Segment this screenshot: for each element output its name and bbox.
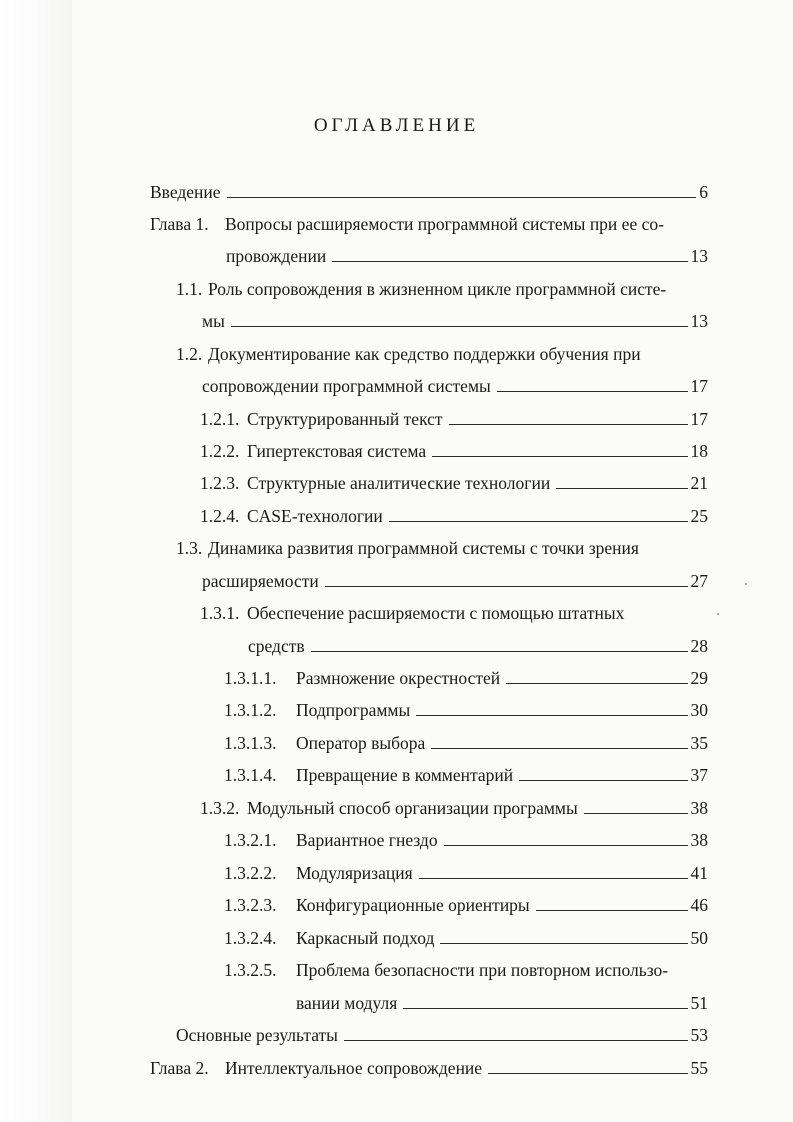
toc-entry-1-3-2-4[interactable] bbox=[224, 916, 708, 948]
toc-number: 1.3.2. bbox=[200, 798, 240, 818]
toc-number: 1.3.2.1. bbox=[224, 830, 277, 850]
toc-title: Проблема безопасности при повторном использо- bbox=[296, 960, 669, 980]
toc-title: Превращение в комментарий bbox=[296, 765, 514, 785]
toc-title: Конфигурационные ориентиры bbox=[296, 895, 530, 915]
toc-leader bbox=[325, 586, 688, 587]
toc-number: 1.3.2.4. bbox=[224, 928, 277, 948]
toc-number: 1.2.3. bbox=[200, 473, 240, 493]
toc-title: Введение bbox=[150, 182, 221, 202]
page-title: ОГЛАВЛЕНИЕ bbox=[313, 115, 480, 136]
toc-entry-ch2[interactable] bbox=[150, 1046, 708, 1078]
toc-title: Структурированный текст bbox=[247, 409, 443, 429]
toc-leader bbox=[419, 878, 688, 879]
toc-title: CASE-технологии bbox=[247, 506, 383, 526]
toc-number: Глава 1. bbox=[150, 214, 209, 234]
toc-leader bbox=[536, 910, 688, 911]
toc-title: Вариантное гнездо bbox=[296, 830, 438, 850]
toc-number: 1.2.1. bbox=[200, 409, 240, 429]
toc-number: 1.3.1.2. bbox=[224, 700, 277, 720]
toc-entry-1-3-1-1[interactable] bbox=[224, 656, 708, 688]
toc-leader bbox=[431, 748, 687, 749]
toc-entry-results[interactable] bbox=[176, 1013, 708, 1045]
toc-page-number: 21 bbox=[690, 473, 708, 493]
toc-page-number: 29 bbox=[690, 668, 708, 688]
toc-page-number: 30 bbox=[690, 700, 708, 720]
toc-page-number: 41 bbox=[690, 863, 708, 883]
toc-entry-1-3-1-cont[interactable] bbox=[248, 624, 708, 656]
toc-leader bbox=[227, 197, 697, 198]
toc-entry-1-3-2-3[interactable] bbox=[224, 883, 708, 915]
toc-entry-1-2[interactable] bbox=[176, 332, 708, 364]
toc-entry-1-3-2-5[interactable] bbox=[224, 948, 708, 980]
toc-title: Основные результаты bbox=[176, 1025, 338, 1045]
toc-entry-1-3-2-5-cont[interactable] bbox=[296, 981, 708, 1013]
toc-title: Каркасный подход bbox=[296, 928, 435, 948]
toc-leader bbox=[432, 456, 687, 457]
toc-entry-1-1[interactable] bbox=[176, 267, 708, 299]
toc-title-continuation: средств bbox=[248, 636, 305, 656]
toc-entry-ch1[interactable] bbox=[150, 202, 708, 234]
toc-entry-1-2-4[interactable] bbox=[200, 494, 708, 526]
toc-title-continuation: расширяемости bbox=[202, 571, 319, 591]
toc-number: 1.2.4. bbox=[200, 506, 240, 526]
toc-leader bbox=[444, 845, 688, 846]
toc-title-continuation: сопровождении программной системы bbox=[202, 376, 491, 396]
toc-title: Оператор выбора bbox=[296, 733, 426, 753]
toc-leader bbox=[584, 813, 688, 814]
toc-number: 1.3. bbox=[176, 538, 203, 558]
toc-leader bbox=[497, 391, 688, 392]
toc-entry-1-2-cont[interactable] bbox=[202, 364, 708, 396]
toc-title: Интеллектуальное сопровождение bbox=[225, 1058, 483, 1078]
toc-number: 1.1. bbox=[176, 279, 203, 299]
toc-leader bbox=[416, 715, 687, 716]
toc-title: Модульный способ организации программы bbox=[247, 798, 578, 818]
toc-number: 1.3.1.1. bbox=[224, 668, 277, 688]
toc-page-number: 37 bbox=[690, 765, 708, 785]
toc-entry-1-3-1-2[interactable] bbox=[224, 688, 708, 720]
toc-number: 1.3.2.2. bbox=[224, 863, 277, 883]
toc-page-number: 25 bbox=[690, 506, 708, 526]
toc-entry-intro[interactable] bbox=[150, 170, 708, 202]
toc-entry-1-3-2-1[interactable] bbox=[224, 818, 708, 850]
toc-leader bbox=[344, 1040, 688, 1041]
scan-speck bbox=[745, 583, 747, 585]
toc-number: 1.3.1.3. bbox=[224, 733, 277, 753]
toc-leader bbox=[311, 651, 688, 652]
scan-speck bbox=[717, 613, 719, 615]
toc-page-number: 17 bbox=[690, 376, 708, 396]
toc-title: Гипертекстовая система bbox=[247, 441, 427, 461]
toc-page-number: 6 bbox=[699, 182, 708, 202]
toc-leader bbox=[519, 780, 687, 781]
toc-page-number: 38 bbox=[690, 798, 708, 818]
toc-page-number: 13 bbox=[690, 311, 708, 331]
toc-leader bbox=[440, 943, 687, 944]
toc-number: 1.3.1. bbox=[200, 603, 240, 623]
toc-entry-1-3-1[interactable] bbox=[200, 591, 708, 623]
toc-number: 1.3.2.3. bbox=[224, 895, 277, 915]
toc-entry-1-2-1[interactable] bbox=[200, 397, 708, 429]
toc-number: 1.2.2. bbox=[200, 441, 240, 461]
toc-entry-1-2-3[interactable] bbox=[200, 461, 708, 493]
toc-leader bbox=[556, 488, 687, 489]
toc-entry-1-3-1-3[interactable] bbox=[224, 721, 708, 753]
toc-entry-1-2-2[interactable] bbox=[200, 429, 708, 461]
toc-page-number: 17 bbox=[690, 409, 708, 429]
toc-entry-1-3-2-2[interactable] bbox=[224, 851, 708, 883]
toc-leader bbox=[231, 326, 688, 327]
toc-leader bbox=[332, 261, 687, 262]
toc-title-continuation: вании модуля bbox=[296, 993, 398, 1013]
toc-page-number: 38 bbox=[690, 830, 708, 850]
toc-entry-1-3[interactable] bbox=[176, 526, 708, 558]
toc-number: 1.3.1.4. bbox=[224, 765, 277, 785]
toc-title: Обеспечение расширяемости с помощью штатных bbox=[247, 603, 625, 623]
toc-number: Глава 2. bbox=[150, 1058, 209, 1078]
toc-leader bbox=[449, 424, 688, 425]
toc-leader bbox=[488, 1073, 687, 1074]
toc-title: Структурные аналитические технологии bbox=[247, 473, 551, 493]
toc-page-number: 27 bbox=[690, 571, 708, 591]
toc-number: 1.2. bbox=[176, 344, 203, 364]
toc-page-number: 28 bbox=[690, 636, 708, 656]
toc-entry-1-1-cont[interactable] bbox=[202, 299, 708, 331]
toc-title: Динамика развития программной системы с точки зрения bbox=[208, 538, 639, 558]
toc-page-number: 13 bbox=[690, 246, 708, 266]
toc-title: Роль сопровождения в жизненном цикле программной систе- bbox=[208, 279, 667, 299]
toc-page-number: 55 bbox=[690, 1058, 708, 1078]
toc-title-continuation: мы bbox=[202, 311, 225, 331]
toc-page-number: 35 bbox=[690, 733, 708, 753]
toc-entry-1-3-cont[interactable] bbox=[202, 559, 708, 591]
toc-title: Вопросы расширяемости программной системы при ее со- bbox=[225, 214, 664, 234]
toc-page-number: 51 bbox=[690, 993, 708, 1013]
toc-page-number: 50 bbox=[690, 928, 708, 948]
toc-number: 1.3.2.5. bbox=[224, 960, 277, 980]
toc-title: Подпрограммы bbox=[296, 700, 411, 720]
toc-leader bbox=[506, 683, 687, 684]
toc-title: Размножение окрестностей bbox=[296, 668, 501, 688]
toc-entry-1-3-2[interactable] bbox=[200, 786, 708, 818]
toc-title: Модуляризация bbox=[296, 863, 413, 883]
toc-page-number: 18 bbox=[690, 441, 708, 461]
toc-title-continuation: провождении bbox=[226, 246, 327, 266]
toc-page-number: 46 bbox=[690, 895, 708, 915]
toc-title: Документирование как средство поддержки обучения при bbox=[208, 344, 641, 364]
toc-page-number: 53 bbox=[690, 1025, 708, 1045]
toc-entry-ch1-cont[interactable] bbox=[226, 234, 708, 266]
toc-entry-1-3-1-4[interactable] bbox=[224, 753, 708, 785]
toc-leader bbox=[403, 1008, 687, 1009]
toc-leader bbox=[389, 521, 688, 522]
